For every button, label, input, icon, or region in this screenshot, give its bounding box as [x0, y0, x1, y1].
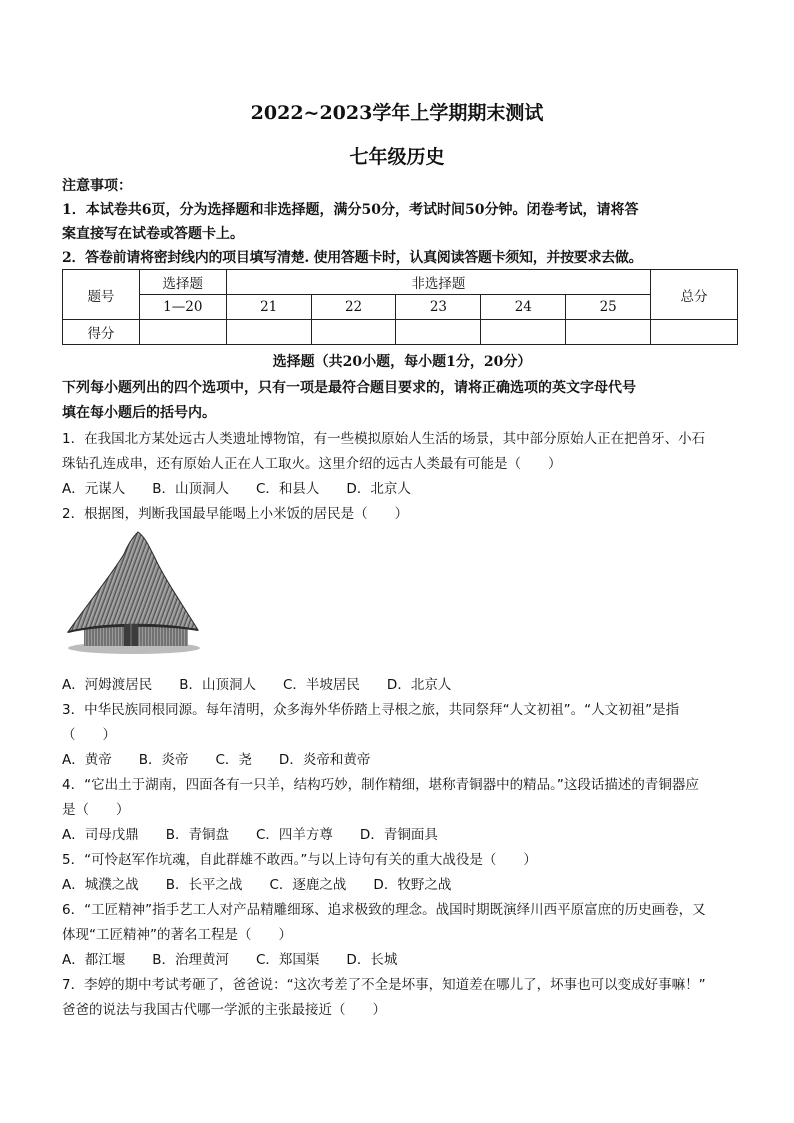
q1-options: A．元谋人 B．山顶洞人 C．和县人 D．北京人 — [62, 481, 411, 497]
score-cell-23[interactable] — [396, 320, 481, 345]
q5-options: A．城濮之战 B．长平之战 C．逐鹿之战 D．牧野之战 — [62, 877, 452, 893]
score-table — [62, 269, 738, 345]
q3-line-1: 3．中华民族同根同源。每年清明，众多海外华侨踏上寻根之旅，共同祭拜“人文初祖”。“人文初祖”是指 — [62, 702, 680, 718]
q2-line-1: 2．根据图，判断我国最早能喝上小米饭的居民是（ ） — [62, 506, 409, 522]
total-header: 总分 — [651, 270, 738, 320]
q3-options: A．黄帝 B．炎帝 C．尧 D．炎帝和黄帝 — [62, 752, 371, 768]
score-cell-total[interactable] — [651, 320, 738, 345]
choice-header: 选择题 — [139, 270, 226, 295]
score-cell-21[interactable] — [226, 320, 311, 345]
question-number-label: 题号 — [63, 270, 140, 320]
nonchoice-header: 非选择题 — [226, 270, 650, 295]
thatched-hut-image — [62, 528, 202, 656]
question-number-23: 23 — [396, 295, 481, 320]
q2-options: A．河姆渡居民 B．山顶洞人 C．半坡居民 D．北京人 — [62, 677, 452, 693]
q6-line-1: 6．“工匠精神”指手艺工人对产品精雕细琢、追求极致的理念。战国时期既演绎川西平原富庶的历史画卷，又 — [62, 902, 706, 918]
exam-title: 2022~2023学年上学期期末测试 — [250, 102, 544, 124]
question-number-21: 21 — [226, 295, 311, 320]
section-instruction-line-1: 下列每小题列出的四个选项中，只有一项是最符合题目要求的，请将正确选项的英文字母代号 — [62, 380, 636, 396]
q1-line-1: 1．在我国北方某处远古人类遗址博物馆，有一些模拟原始人生活的场景，其中部分原始人正在把兽牙、小石 — [62, 431, 706, 447]
score-label: 得分 — [63, 320, 140, 345]
notice-item-2: 2．答卷前请将密封线内的项目填写清楚. 使用答题卡时，认真阅读答题卡须知，并按要求去做。 — [62, 250, 643, 266]
section-instruction-line-2: 填在每小题后的括号内。 — [62, 405, 216, 421]
score-cell-25[interactable] — [566, 320, 651, 345]
notice-item-1-line-2: 案直接写在试卷或答题卡上。 — [62, 226, 244, 242]
score-cell-24[interactable] — [481, 320, 566, 345]
notice-item-1-line-1: 1．本试卷共6页，分为选择题和非选择题，满分50分，考试时间50分钟。闭卷考试，请将答 — [62, 202, 639, 218]
question-number-24: 24 — [481, 295, 566, 320]
q6-line-2: 体现“工匠精神”的著名工程是（ ） — [62, 927, 292, 943]
q3-line-2: （ ） — [62, 727, 116, 743]
question-number-22: 22 — [311, 295, 396, 320]
q1-line-2: 珠钻孔连成串，还有原始人正在人工取火。这里介绍的远古人类最有可能是（ ） — [62, 456, 562, 472]
exam-subtitle: 七年级历史 — [349, 146, 445, 168]
q7-line-2: 爸爸的说法与我国古代哪一学派的主张最接近（ ） — [62, 1002, 386, 1018]
q6-options: A．都江堰 B．治理黄河 C．郑国渠 D．长城 — [62, 952, 398, 968]
q4-line-1: 4．“它出土于湖南，四面各有一只羊，结构巧妙，制作精细，堪称青铜器中的精品。”这段话描述的青铜器应 — [62, 777, 699, 793]
q4-line-2: 是（ ） — [62, 802, 130, 818]
q5-line-1: 5．“可怜赵军作坑魂，自此群雄不敢西。”与以上诗句有关的重大战役是（ ） — [62, 852, 537, 868]
question-number-25: 25 — [566, 295, 651, 320]
notice-heading: 注意事项： — [62, 178, 132, 194]
section-title: 选择题（共20小题，每小题1分，20分） — [272, 354, 532, 370]
score-cell-22[interactable] — [311, 320, 396, 345]
q7-line-1: 7．李婷的期中考试考砸了，爸爸说：“这次考差了不全是坏事，知道差在哪儿了，坏事也可以变成好事嘛！” — [62, 977, 706, 993]
q4-options: A．司母戊鼎 B．青铜盘 C．四羊方尊 D．青铜面具 — [62, 827, 438, 843]
choice-range: 1—20 — [139, 295, 226, 320]
score-cell-choice[interactable] — [139, 320, 226, 345]
